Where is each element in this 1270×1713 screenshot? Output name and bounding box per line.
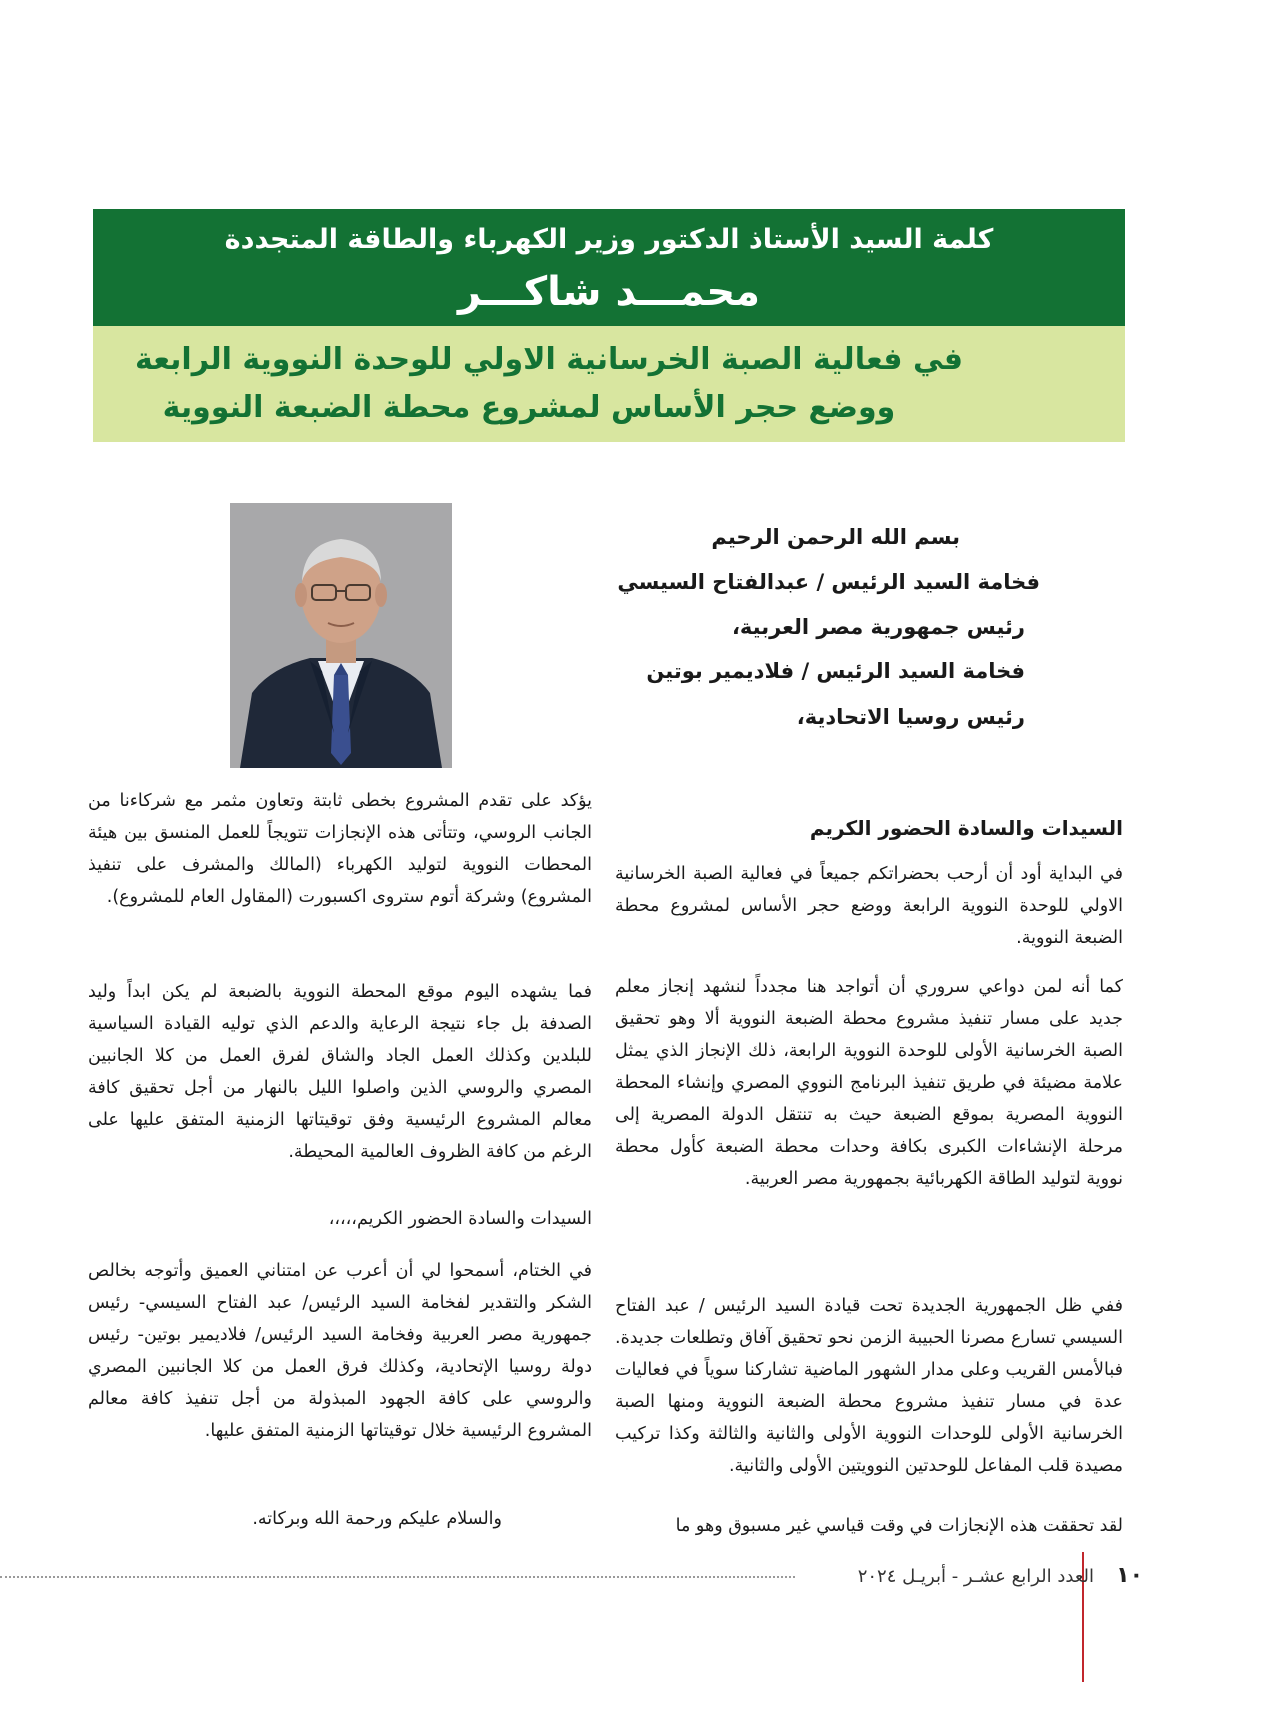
paragraph-text: فما يشهده اليوم موقع المحطة النووية بالضبعة لم يكن ابداً وليد الصدفة بل جاء نتيجة الرعاية والدعم الذي توليه القيادة السياسية للبلدين وكذلك العمل الجاد والشاق لفرق العمل من كلا الجانبين المصري والروسي الذين واصلوا الليل بالنهار من أجل تحقيق كافة معالم المشروع الرئيسية وفق توقيتاتها الزمنية المتفق عليها على الرغم من كافة الظروف العالمية المحيطة. — [88, 982, 592, 1162]
right-paragraph-4 — [615, 1510, 1123, 1542]
paragraph-text: ففي ظل الجمهورية الجديدة تحت قيادة السيد الرئيس / عبد الفتاح السيسي تسارع مصرنا الحبيبة الزمن نحو تحقيق آفاق وتطلعات جديدة. فبالأمس القريب وعلى مدار الشهور الماضية تشاركنا سوياً في فعاليات عدة في مسار تنفيذ مشروع محطة الضبعة النووية ومنها الصبة الخرسانية الأولى للوحدات النووية الأولى والثانية والثالثة وكذا تركيب مصيدة قلب المفاعل للوحدتين النوويتين الأولى والثانية. — [615, 1296, 1123, 1476]
paragraph-text: كما أنه لمن دواعي سروري أن أتواجد هنا مجدداً لنشهد إنجاز معلم جديد على مسار تنفيذ مشروع محطة الضبعة النووية ألا وهو تحقيق الصبة الخرسانية الأولى للوحدة النووية الرابعة، ذلك الإنجاز الذي يمثل علامة مضيئة في طريق تنفيذ البرنامج النووي المصري وإنشاء المحطة النووية المصرية بموقع الضبعة حيث به تنتقل الدولة المصرية إلى مرحلة الإنشاءات الكبرى بكافة وحدات محطة الضبعة كأول محطة نووية لتوليد الطاقة الكهربائية بجمهورية مصر العربية. — [615, 977, 1123, 1189]
left-paragraph-4 — [88, 1255, 592, 1447]
speaker-name: محمـــد شاكـــر — [458, 269, 760, 315]
left-paragraph-3 — [88, 1203, 592, 1235]
header-banner — [93, 209, 1125, 326]
right-paragraph-1 — [615, 858, 1123, 954]
speaker-portrait — [230, 503, 452, 768]
left-paragraph-2 — [88, 976, 592, 1168]
greeting-line-2: فخامة السيد الرئيس / عبدالفتاح السيسي — [617, 570, 1040, 594]
event-title-line-2: ووضع حجر الأساس لمشروع محطة الضبعة النووية — [162, 390, 896, 425]
portrait-image — [230, 503, 452, 768]
greeting-line-1: بسم الله الرحمن الرحيم — [711, 525, 960, 549]
greeting-line-3: رئيس جمهورية مصر العربية، — [731, 615, 1025, 639]
event-banner — [93, 326, 1125, 442]
greeting-line-4: فخامة السيد الرئيس / فلاديمير بوتين — [646, 659, 1025, 683]
section-heading: السيدات والسادة الحضور الكريم — [809, 816, 1123, 840]
right-paragraph-2 — [615, 971, 1123, 1195]
paragraph-text: السيدات والسادة الحضور الكريم،،،،، — [328, 1209, 592, 1229]
footer-divider — [0, 1576, 795, 1578]
header-subtitle: كلمة السيد الأستاذ الدكتور وزير الكهرباء والطاقة المتجددة — [224, 224, 994, 255]
greeting-line-5: رئيس روسيا الاتحادية، — [796, 705, 1025, 729]
paragraph-text: والسلام عليكم ورحمة الله وبركاته. — [252, 1509, 502, 1529]
paragraph-text: لقد تحققت هذه الإنجازات في وقت قياسي غير مسبوق وهو ما — [675, 1516, 1123, 1536]
page-number: ١٠ — [1116, 1563, 1143, 1588]
right-paragraph-3 — [615, 1290, 1123, 1482]
closing-salutation — [88, 1503, 592, 1535]
event-title-line-1: في فعالية الصبة الخرسانية الاولي للوحدة النووية الرابعة — [135, 342, 963, 377]
left-paragraph-1 — [88, 785, 592, 913]
issue-label: العدد الرابع عشـر - أبريـل ٢٠٢٤ — [857, 1566, 1094, 1587]
paragraph-text: في البداية أود أن أرحب بحضراتكم جميعاً في فعالية الصبة الخرسانية الاولي للوحدة النووية الرابعة ووضع حجر الأساس لمشروع محطة الضبعة النووية. — [615, 864, 1123, 948]
paragraph-text: يؤكد على تقدم المشروع بخطى ثابتة وتعاون مثمر مع شركاءنا من الجانب الروسي، وتتأتى هذه الإنجازات تتويجاً للعمل المنسق بين هيئة المحطات النووية لتوليد الكهرباء (المالك والمشرف على تنفيذ المشروع) وشركة أتوم ستروى اكسبورت (المقاول العام للمشروع). — [88, 791, 592, 907]
paragraph-text: في الختام، أسمحوا لي أن أعرب عن امتناني العميق وأتوجه بخالص الشكر والتقدير لفخامة السيد الرئيس/ عبد الفتاح السيسي- رئيس جمهورية مصر العربية وفخامة السيد الرئيس/ فلاديمير بوتين- رئيس دولة روسيا الإتحادية، وكذلك فرق العمل من كلا الجانبين المصري والروسي على كافة الجهود المبذولة من أجل تنفيذ كافة معالم المشروع الرئيسية خلال توقيتاتها الزمنية المتفق عليها. — [88, 1261, 592, 1441]
